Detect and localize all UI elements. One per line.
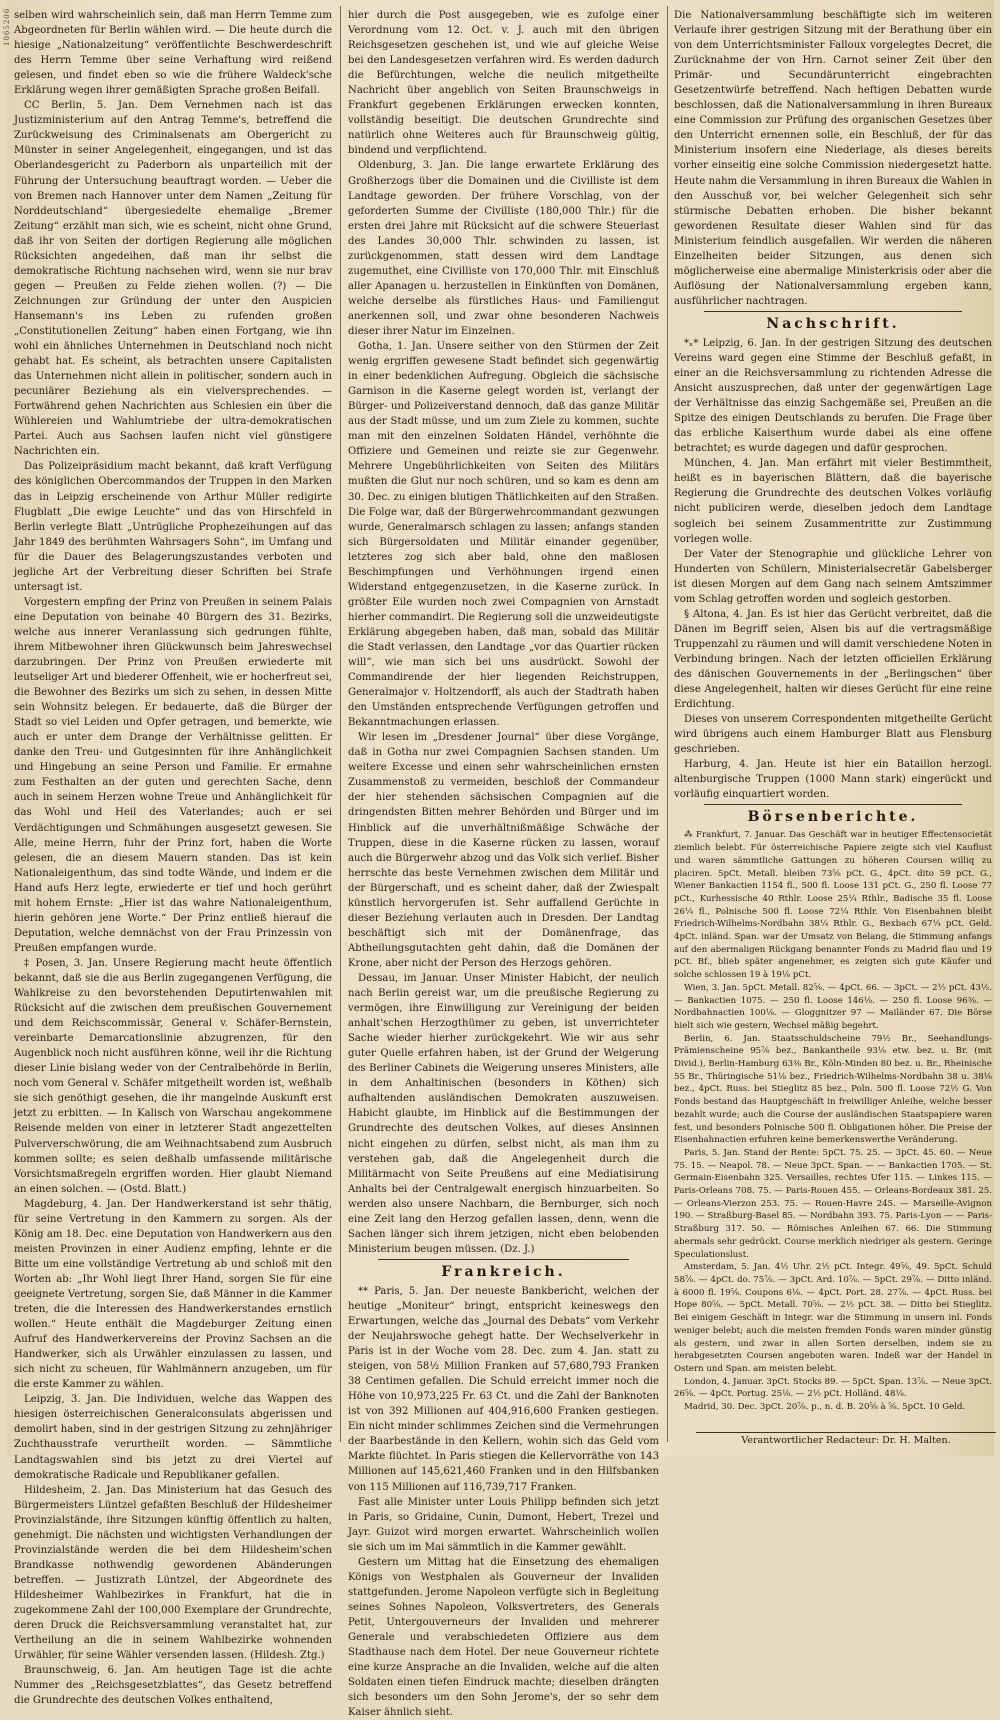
article-gotha: Gotha, 1. Jan. Unsere seither von den Stürmen der Zeit wenig ergriffen gewesene Stadt befindet sich gegenwärtig in einer bedenklichen Aufregung. Obgleich die sächsische Garnison in die Kaserne gelegt worden ist, verlangt der Bürger- und Polizeiverstand dennoch, daß das ganze Militär aus der Stadt müsse, und um zum Ziele zu kommen, suchte man mit den einzelnen Soldaten Händel, verhöhnte die Offiziere und Gemeinen und reizte sie zur Gegenwehr. Mehrere Ungebührlichkeiten von Seiten des Militärs mußten die Glut nur noch schüren, und so kam es denn am 30. Dec. zu einigen blutigen Thätlichkeiten auf den Straßen. Die Folge war, daß der Bürgerwehrcommandant gezwungen wurde, Generalmarsch schlagen zu lassen; anfangs standen sich Bürgersoldaten und Militär einander gegenüber, letzteres zog sich aber bald, ohne den maßlosen Beschimpfungen und Verhöhnungen irgend einen Widerstand entgegenzusetzen, in die Kaserne zurück. In größter Eile wurden noch zwei Compagnien von Arnstadt hierher commandirt. Die Regierung soll die unzweideutigste Erklärung abgegeben haben, daß man, sobald das Militär die Stadt verlassen, den Landtage „vor das Quartier rücken will“, wie man sich bei uns ausdrückt. Sowohl der Commandirende der hier liegenden Reichstruppen, Generalmajor v. Holtzendorff, als auch der Stadtrath haben den Umständen entsprechende Verfügungen getroffen und Bekanntmachungen erlassen. [348,341,659,729]
article-leipzig: Leipzig, 3. Jan. Die Individuen, welche das Wappen des hiesigen österreichischen Generalconsulats abgerissen und demolirt haben, sind in der gestrigen Sitzung zu zehnjähriger Zuchthausstrafe verurtheilt worden. — Sämmtliche Landtagswahlen sind bis jetzt zu drei Viertel auf demokratische Radicale und Republikaner gefallen. [14,1394,332,1481]
market-report-madrid: Madrid, 30. Dec. 3pCt. 20⅞. p., n. d. B. 20⅝ à ⅝. 5pCt. 10 Geld. [684,1402,966,1413]
column-rule [667,6,668,1442]
article-harburg: Harburg, 4. Jan. Heute ist hier ein Bataillon herzogl. altenburgische Truppen (1000 Mann stark) eingerückt und vorläufig einquartiert worden. [674,759,992,801]
archive-stamp: 1065206 [3,7,11,46]
article-muenchen: München, 4. Jan. Man erfährt mit vieler Bestimmtheit, heißt es in bayerischen Blättern, daß die bayerische Regierung die Grundrechte des deutschen Volkes vorläufig nicht publiciren werde, dieselben jedoch dem Landtage sogleich bei seinem Zusammentritte zur Zustimmung vorlegen wolle. [674,458,992,545]
divider [704,804,962,805]
article-paragraph: Wir lesen im „Dresdener Journal“ über diese Vorgänge, daß in Gotha nur zwei Compagnien Sachsen standen. Um weitere Excesse und einen sehr wahrscheinlichen ernsten Zusammenstoß zu vermeiden, beschloß der Commandeur der hier stehenden sächsischen Compagnien auf die dringendsten Bitten mehrer Behörden und Bürger und im Hinblick auf die unverhältnißmäßige Schwäche der Truppen, diese in die Kaserne rücken zu lassen, worauf auch die Bürgerwehr abzog und das Volk sich verlief. Bisher herrschte das beste Vernehmen zwischen dem Militär und der Bürgerschaft, und es scheint daher, daß der Zwiespalt künstlich hervorgerufen ist. Sehr auffallend Gerüchte in dieser Beziehung verlauten auch in Dresden. Der Landtag beschäftigt sich mit der Domänenfrage, das Abtheilungsgutachten geht dahin, daß die Domänen der Krone, aber nicht der Person des Herzogs gehören. [348,732,659,969]
article-paragraph: Die Nationalversammlung beschäftigte sich im weiteren Verlaufe ihrer gestrigen Sitzung mit der Berathung über ein von dem Unterrichtsminister Falloux vorgelegtes Decret, die Zurücknahme der von Hrn. Carnot seiner Zeit über den Primär- und Secundärunterricht eingebrachten Gesetzentwürfe betreffend. Nach heftigen Debatten wurde beschlossen, daß die Nationalversammlung in ihren Bureaux eine Commission zur Prüfung des organischen Gesetzes über den Unterricht ernennen solle, ein Beschluß, der für das Ministerium insofern eine Niederlage, als dieses bereits vorher einseitig eine solche Commission niedergesetzt hatte. Heute nahm die Versammlung in ihren Bureaux die Wahlen in den Ausschuß vor, bei welcher Gelegenheit sich sehr stürmische Debatten erhoben. Die bisher bekannt gewordenen Resultate dieser Wahlen sind für das Ministerium feindlich ausgefallen. Wir werden die näheren Einzelheiten beider Sitzungen, aus denen sich möglicherweise eine abermalige Ministerkrisis oder aber die Auflösung der Nationalversammlung ergeben kann, ausführlicher nachtragen. [674,10,992,307]
article-berlin: CC Berlin, 5. Jan. Dem Vernehmen nach ist das Justizministerium auf den Antrag Temme's, betreffend die Zurückweisung des Criminalsenats am Obergericht zu Münster in seiner Angelegenheit, eingegangen, und ist das Oberlandesgericht zu Paderborn als unparteilich mit der Führung der Untersuchung beauftragt worden. — Ueber die von Bremen nach Hannover unter dem Namen „Zeitung für Norddeutschland“ übergesiedelte ehemalige „Bremer Zeitung“ erzählt man sich, wie es scheint, nicht ohne Grund, daß ihr von Seiten der dortigen Regierung alle möglichen Rücksichten angedeihen, daß man ihr selbst die demokratische Richtung nachsehen wird, wenn sie nur brav gegen — Preußen zu Felde ziehen wollen. (?) — Die Zeichnungen zur Gründung der unter den Auspicien Hansemann's ins Leben zu rufenden großen „Constitutionellen Zeitung“ haben einen Fortgang, wie ihn wohl ein ähnliches Unternehmen in Deutschland noch nicht gehabt hat. Es scheint, als betrachten unsere Capitalisten das Unternehmen nicht allein in politischer, sondern auch in pecuniärer Beziehung als ein vielversprechendes. — Fortwährend gehen Nachrichten aus Schlesien ein über die Wühlereien und Wahlumtriebe der ultra-demokratischen Partei. Auch aus Sachsen laufen nicht viel günstigere Nachrichten ein. [14,100,332,458]
column-rule [340,6,341,1442]
article-paragraph: Fast alle Minister unter Louis Philipp befinden sich jetzt in Paris, so Gridaine, Cunin, Dumont, Hebert, Trezel und Jayr. Guizot wird morgen erwartet. Wahrscheinlich wollen sie sich um im Mai sämmtlich in die Kammer gewählt. [348,1496,659,1553]
article-dessau: Dessau, im Januar. Unser Minister Habicht, der neulich nach Berlin gereist war, um die preußische Regierung zu vermögen, ihre Einwilligung zur Vereinigung der beiden anhalt'schen Herzogthümer zu geben, ist unverrichteter Sache wieder hierher zurückgekehrt. Wie wir aus sehr guter Quelle erfahren haben, ist der Grund der Weigerung des Berliner Cabinets die Weigerung unseres Ministers, alle in dem Anhaltinischen (besonders in Köthen) sich aufhaltenden ausländischen Demokraten auszuweisen. Habicht glaubte, im Hinblick auf die Bestimmungen der Grundrechte des deutschen Volkes, auf dieses Ansinnen nicht eingehen zu dürfen, selbst nicht, als man ihm zu verstehen gab, daß die Angelegenheit durch die Militärmacht von Seite Preußens auf eine Mediatisirung Anhalts bei der Centralgewalt energisch hinzuarbeiten. So werden also unsere Nachbarn, die Bernburger, sich noch eine Zeit lang den Herzog gefallen lassen, denn, wenn die Sachen länger sich ihrem jetzigen, nicht eben belobenden Ministerium beugen müssen. (Dz. J.) [348,973,659,1255]
article-paragraph: Vorgestern empfing der Prinz von Preußen in seinem Palais eine Deputation von beinahe 40 Bürgern des 31. Bezirks, welche aus innerer Veranlassung sich gedrungen fühlte, ihrem Mitbewohner ihren Glückwunsch beim Jahreswechsel darzubringen. Der Prinz von Preußen erwiederte mit leutseliger Art und biederer Offenheit, wie er hocherfreut sei, die Bewohner des Bezirks um sich zu sehen, in dessen Mitte sein Wohnsitz belegen. Er bedauerte, daß die Bürger der Stadt so viel Leiden und Opfer getragen, und bemerkte, wie auch er unter dem Drange der Verhältnisse gelitten. Er danke den Treu- und Gutgesinnten für ihre Anhänglichkeit und Hingebung an seine Person und Familie. Er ermahne zum Festhalten an der guten und gerechten Sache, denn auch in seinem Herzen wohne Treue und Anhänglichkeit für das Wohl und Heil des Vaterlandes; auch er sei Verdächtigungen und Schmähungen ausgesetzt gewesen. Sie Alle, meine Herrn, fuhr der Prinz fort, haben die Worte gelesen, die an diesem Mauern standen. Das ist kein Nationaleigenthum, das sind todte Wände, und indem er die Hand aufs Herz legte, erwiederte er tief und hoch gerührt mit hohem Ernste: „Hier ist das wahre Nationaleigenthum, hierin gehören jene Worte.“ Der Prinz entließ hierauf die Deputation, welche demnächst von der Frau Prinzessin von Preußen empfangen wurde. [14,596,332,954]
section-heading-frankreich: Frankreich. [441,1263,566,1280]
article-paris: ** Paris, 5. Jan. Der neueste Bankbericht, welchen der heutige „Moniteur“ bringt, entspricht keineswegs den Erwartungen, welche das „Journal des Debats“ vom Verkehr der Neujahrswoche gehegt hatte. Der Wechselverkehr in Paris ist in der Woche vom 28. Dec. zum 4. Jan. statt zu steigen, von 58½ Million Franken auf 57,680,793 Franken 38 Centimen gefallen. Die Schuld erreicht immer noch die Höhe von 10,973,225 Fr. 63 Ct. und die Zahl der Banknoten ist von 392 Millionen auf 404,916,600 Franken gestiegen. Ein nicht minder schlimmes Zeichen sind die Vermehrungen der Baarbestände in den Kellern, wohin sich das Geld vom Markte flüchtet. In Paris stiegen die Kellervorräthe von 143 Millionen auf 145,621,460 Franken und in den Hilfsbanken von 115 Millionen auf 116,739,717 Franken. [348,1285,659,1493]
article-paragraph: Das Polizeipräsidium macht bekannt, daß kraft Verfügung des königlichen Obercommandos der Truppen in den Marken das in Leipzig erscheinende von Arthur Müller redigirte Flugblatt „Die ewige Leuchte“ und das von Hirschfeld in Berlin verlegte Blatt „Untrügliche Prophezeihungen auf das Jahr 1849 des berühmten Wahrsagers Sohn“, im Umfang und für die Dauer des Belagerungszustandes verboten und jegliche Art der Verbreitung dieser Schriften bei Strafe untersagt ist. [14,461,332,593]
article-paragraph: hier durch die Post ausgegeben, wie es zufolge einer Verordnung vom 12. Oct. v. J. auch mit den übrigen Reichsgesetzen geschehen ist, und wie auf gleiche Weise bei den Landesgesetzen verfahren wird. Es werden dadurch die Befürchtungen, welche die neulich mitgetheilte Nachricht über angeblich von Seiten Braunschweigs in Frankfurt gegebenen Erklärungen erwecken konnten, vollständig beseitigt. Die deutschen Grundrechte sind natürlich ohne Weiteres auch für Braunschweig gültig, bindend und verpflichtend. [348,10,659,157]
section-heading-nachschrift: Nachschrift. [766,315,900,332]
market-report-wien: Wien, 3. Jan. 5pCt. Metall. 82⅝. — 4pCt. 66. — 3pCt. — 2½ pCt. 43½. — Bankactien 1075. — 250 fl. Loose 146⅛. — 250 fl. Loose 96⅜. — Nordbahnactien 100⅛. — Gloggnitzer 97 — Mailänder 67. Die Börse hielt sich wie gestern, Wechsel mäßig begehrt. [674,982,992,1031]
article-paragraph: Der Vater der Stenographie und glückliche Lehrer von Hunderten von Schülern, Ministerialsecretär Gabelsberger ist diesen Morgen auf dem Gang nach seinem Amtszimmer vom Schlag getroffen worden und sogleich gestorben. [674,548,992,605]
column-3 [674,8,992,1428]
newspaper-page [3,0,994,1719]
article-oldenburg: Oldenburg, 3. Jan. Die lange erwartete Erklärung des Großherzogs über die Domainen und die Civilliste ist dem Landtage geworden. Der frühere Vorschlag, von der geforderten Summe der Civilliste (180,000 Thlr.) für die ersten drei Jahre mit Rücksicht auf die schwere Steuerlast des Landes 30,000 Thlr. schwinden zu lassen, ist zurückgenommen, statt dessen wird dem Landtage zugemuthet, eine Civilliste von 170,000 Thlr. mit Einschluß aller Apanagen u. herzustellen in Einkünften von Domänen, welche derselbe als fürstliches Haus- und Familiengut anerkennen soll, und zwar ohne besonderen Nachweis dieser ihrer Natur im Einzelnen. [348,160,659,337]
article-magdeburg: Magdeburg, 4. Jan. Der Handwerkerstand ist sehr thätig, für seine Vertretung in den Kammern zu sorgen. Als der König am 18. Dec. eine Deputation von Handwerkern aus den meisten Provinzen in einer Audienz empfing, lehnte er die Bitte um eine vollständige Vertretung ab und schloß mit den Worten ab: „Ihr Wohl liegt Ihrer Hand, sorgen Sie für eine geeignete Vertretung, sorgen Sie, daß Männer in die Kammer treten, die die Interessen des Handwerkerstandes ernstlich wollen.“ Heute enthält die Magdeburger Zeitung einen Aufruf des Handwerkervereins der Provinz Sachsen an die Handwerker, sich als Urwähler einzulassen zu lassen, und sich nicht zu scheuen, für Wahlmännern anzugeben, um für die erste Kammer zu wählen. [14,1198,332,1391]
divider [378,1259,629,1260]
article-paragraph: Dieses von unserem Correspondenten mitgetheilte Gerücht wird übrigens auch einem Hamburger Blatt aus Flensburg geschrieben. [674,714,992,756]
article-braunschweig: Braunschweig, 6. Jan. Am heutigen Tage ist die achte Nummer des „Reichsgesetzblattes“, das Gesetz betreffend die Grundrechte des deutschen Volkes enthaltend, [14,1665,332,1707]
market-report-berlin: Berlin, 6. Jan. Staatsschuldscheine 79½ Br., Seehandlungs-Prämienscheine 95⅞ bez., Bankantheile 93⅛ etw. bez. u. Br. (mit Divid.), Berlin-Hamburg 63⅜ Br., Köln-Minden 80 bez. u. Br., Rheinische 55 Br., Thüringische 51⅛ bez., Friedrich-Wilhelms-Nordbahn 38 u. 38⅛ bez., 4pCt. Russ. bei Stieglitz 85 bez., Poln. 500 fl. Loose 72½ G. Von Fonds bestand das Hauptgeschäft in freiwilliger Anleihe, welche besser bezahlt wurde; auch die Course der ausländischen Staatspapiere waren fest, und besonders Polnische 500 fl. Obligationen höher. Die Preise der Eisenbahnactien erfuhren keine bemerkenswerthe Veränderung. [674,1033,992,1146]
section-heading-boersenberichte: Börsenberichte. [747,809,919,826]
market-report-amsterdam: Amsterdam, 5. Jan. 4½ Uhr. 2½ pCt. Integr. 49⅝, 49. 5pCt. Schuld 58⅞. — 4pCt. do. 75⅞. — 3pCt. Ard. 10⅞. — 5pCt. 29⅞. — Ditto inländ. à 6000 fl. 19⅝. Coupons 6⅛. — 4pCt. Port. 28. 27⅞. — 4pCt. Russ. bei Hope 80⅝. — 5pCt. Metall. 70⅝. — 2½ pCt. 38. — Ditto bei Stieglitz. Bei einigem Geschäft in Integr. war die Stimmung in unsern inl. Fonds weniger belebt; auch die meisten fremden Fonds waren minder günstig als gestern, und zwar in allen Sorten derselben, indem sie zu herabgesetzten Coursen angeboten waren. Indeß war der Handel in Ostern und Span. am meisten belebt. [674,1262,992,1374]
article-paragraph: selben wird wahrscheinlich sein, daß man Herrn Temme zum Abgeordneten für Berlin wählen wird. — Die heute durch die hiesige „Nationalzeitung“ veröffentlichte Beschwerdeschrift des Herrn Temme über seine Verhaftung wird reißend gelesen, und findet eben so wie die frühere Waldeck'sche Erklärung wegen ihrer gemäßigten Sprache großen Beifall. [14,10,332,97]
column-2 [348,8,659,1719]
column-1 [14,8,332,1707]
market-report-london: London, 4. Januar. 3pCt. Stocks 89. — 5pCt. Span. 13⅞. — Neue 3pCt. 26⅝. — 4pCt. Portug. 25⅛. — 2½ pCt. Holländ. 48⅛. [674,1376,992,1400]
article-leipzig: *ₓ* Leipzig, 6. Jan. In der gestrigen Sitzung des deutschen Vereins ward gegen eine Stimme der Beschluß gefaßt, in einer an die Reichsversammlung zu richtenden Adresse die Ansicht auszusprechen, daß unter der gegenwärtigen Lage der Verhältnisse das einzig Sachgemäße sei, Preußen an die Spitze des einigen Deutschlands zu berufen. Die Frage über das erbliche Kaiserthum wurde dabei als eine offene betrachtet; es wurde dagegen und dafür gesprochen. [674,337,992,455]
article-hildesheim: Hildesheim, 2. Jan. Das Ministerium hat das Gesuch des Bürgermeisters Lüntzel gefaßten Beschluß der Hildesheimer Provinzialstände, ihre Sitzungen künftig öffentlich zu halten, genehmigt. Die nächsten und wichtigsten Verhandlungen der Provinzialstände werden die bei dem Hildesheim'schen Brandkasse nothwendig gewordenen Abänderungen betreffen. — Justizrath Lüntzel, der Abgeordnete des Hildesheimer Wahlbezirkes in Frankfurt, hat die in zugekommene Zahl der 100,000 Exemplare der Grundrechte, deren Druck die Reichsversammlung veranstaltet hat, zur Vertheilung an die in seinem Wahlbezirke wohnenden Urwähler, für seine Wähler versenden lassen. (Hildesh. Ztg.) [14,1484,332,1662]
article-paragraph: Gestern um Mittag hat die Einsetzung des ehemaligen Königs von Westphalen als Gouverneur der Invaliden stattgefunden. Jerome Napoleon verfügte sich in Begleitung seines Sohnes Napoleon, Volksvertreters, des Generals Petit, Untergouverneurs der Invaliden und mehrerer Generale und verabschiedeten Offiziere aus dem Stadthause nach dem Hotel. Der neue Gouverneur richtete eine kurze Ansprache an die Invaliden, welche auf die alten Soldaten einen tiefen Eindruck machte; dieselben drängten sich besonders um den Sohn Jerome's, der so sehr dem Kaiser ähnlich sieht. [348,1556,659,1719]
market-report-frankfurt: ⁂ Frankfurt, 7. Januar. Das Geschäft war in heutiger Effectensocietät ziemlich belebt. Für österreichische Papiere zeigte sich viel Kauflust und waren sämmtliche Gattungen zu höheren Coursen williq zu placiren. 5pCt. Metall. bleiben 73⅝ pCt. G., 4pCt. dito 59 pCt. G., Wiener Bankactien 1154 fl., 500 fl. Loose 131 pCt. G., 250 fl. Loose 77 pCt., Kurhessische 40 Rthlr. Loose 25¼ Rthlr., Badische 35 fl. Loose 26¼ fl., Polnische 500 fl. Loose 72¼ Rthlr. Von Eisenbahnen bleibt Friedrich-Wilhelms-Nordbahn 38¼ Rthlr. G., Bexbach 67¼ pCt. Geld. 4pCt. inländ. Span. war der Umsatz von Belang, die Stimmung anfangs auf den abermaligen Rückgang benannter Fonds zu Madrid flau und 19 pCt. Bf., blieb später angenehmer, es zeigten sich gute Käufer und solche schlossen 19 à 19⅛ pCt. [674,830,992,981]
article-posen: ‡ Posen, 3. Jan. Unsere Regierung macht heute öffentlich bekannt, daß sie die aus Berlin zugegangenen Verfügung, die Wahlkreise zu den bevorstehenden Deputirtenwahlen mit Rücksicht auf die zwischen dem preußischen Gouvernement und dem Reichscommissär, General v. Schäfer-Bernstein, vereinbarte Demarcationslinie abzugrenzen, für den Augenblick noch nicht ausführen könne, weil ihr die Richtung dieser Linie bislang weder von der Centralbehörde in Berlin, noch vom General v. Schäfer mitgetheilt worden ist, weßhalb sie sich genöthigt gesehen, die ihr mangelnde Auskunft erst jetzt zu erbitten. — In Kalisch von Warschau angekommene Reisende melden von einer in letzterer Stadt angezettelten Pulververschwörung, die am Weihnachtsabend zum Ausbruch kommen sollte; es seien deßhalb umfassende militärische Vorsichtsmaßregeln ergriffen worden. Hier glaubt Niemand an einen solchen. — (Ostd. Blatt.) [14,957,332,1195]
editor-imprint: Verantwortlicher Redacteur: Dr. H. Malten. [696,1432,996,1446]
divider [704,311,962,312]
market-report-paris: Paris, 5. Jan. Stand der Rente: 5pCt. 75. 25. — 3pCt. 45. 60. — Neue 75. 15. — Neapol. 78. — Neue 3pCt. Span. — — Bankactien 1705. — St. Germain-Eisenbahn 325. Versailles, rechtes Ufer 115. — Linkes 115. — Paris-Orleans 708. 75. — Paris-Rouen 455. — Orleans-Bordeaux 381. 25. — Orleans-Vierzon 253. 75. — Rouen-Havre 245. — Marseille-Avignon 190. — Straßburg-Basel 85. — Nordbahn 393. 75. Paris-Lyon — — Paris-Straßburg 317. 50. — Römisches Anleihen 67. 66. Die Stimmung abermals sehr gedrückt. Course merklich niedriger als gestern. Geringe Speculationslust. [674,1147,992,1260]
article-altona: § Altona, 4. Jan. Es ist hier das Gerücht verbreitet, daß die Dänen im Begriff seien, Alsen bis auf die vertragsmäßige Truppenzahl zu räumen und will damit verschiedene Noten in Verbindung bringen. Nach der letzten officiellen Erklärung des dänischen Gouvernements in der „Berlingschen“ über diese Angelegenheit, halten wir dieses Gerücht für eine reine Erdichtung. [674,608,992,711]
